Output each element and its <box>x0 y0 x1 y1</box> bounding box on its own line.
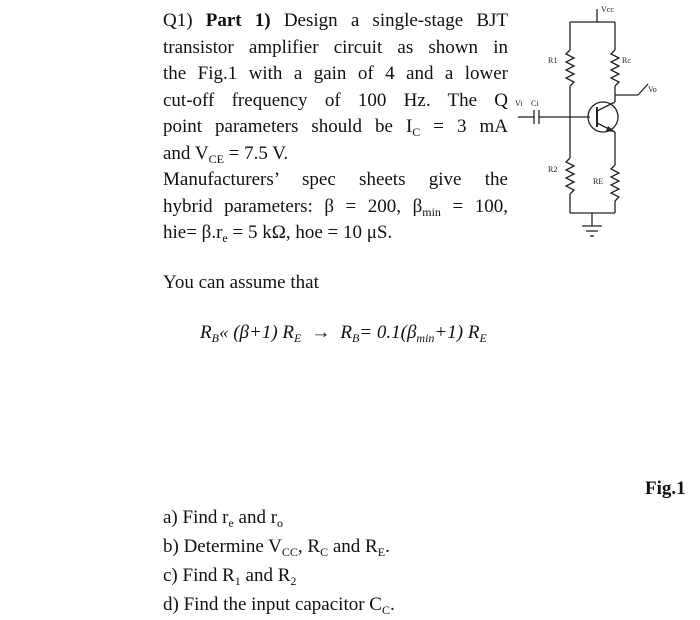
part-label: Part 1) <box>205 10 271 31</box>
statement-line-2: transistor amplifier circuit as shown in <box>163 36 508 58</box>
rc-resistor <box>611 50 619 86</box>
figure-caption: Fig.1 <box>645 478 686 499</box>
statement-line-8: hybrid parameters: β = 200, $\beta_{min} = 100$, <box>163 195 508 219</box>
vcc-rail <box>570 22 615 50</box>
statement-line-4: cut-off frequency of 100 Hz. The Q <box>163 89 508 111</box>
statement-line-5: point parameters should be $I_C = 3$ mA <box>163 116 508 139</box>
statement-line-1: Q1) Part 1) Design a single-stage BJT <box>163 10 509 31</box>
assumption-text: You can assume that <box>163 272 319 293</box>
arrow-symbol: → <box>311 322 331 343</box>
vcc-label: Vcc <box>601 5 614 14</box>
vi-label: Vi <box>515 99 523 108</box>
vo-label: Vo <box>648 85 657 94</box>
question-b: b) Determine $V_{CC}$, $R_C$ and $R_E$. <box>163 536 390 559</box>
question-c: c) Find $R_1$ and $R_2$ <box>163 565 297 588</box>
question-a: a) Find $r_e$ and $r_o$ <box>163 507 284 530</box>
r2-label: R2 <box>548 165 558 174</box>
statement-line-7: Manufacturers’ spec sheets give the <box>163 169 508 190</box>
vo-terminal <box>638 84 648 95</box>
bjt-transistor <box>588 102 618 132</box>
question-number: Q1) <box>163 10 193 31</box>
statement-line-9: $hie= \beta.r_e = 5$ kΩ, hoe = 10 μS. <box>163 222 393 245</box>
rc-label: Rc <box>622 56 631 65</box>
bjt-collector <box>597 102 615 111</box>
r1-label: R1 <box>548 56 558 65</box>
re-label: RE <box>593 177 604 186</box>
r1-resistor <box>566 50 574 86</box>
statement-line-3: the Fig.1 with a gain of 4 and a lower <box>163 63 508 84</box>
assumption-equation: $R_B«$ (β+1) $R_E \to R_B= 0.1(\beta_{min}+1)$ $R_E$ <box>200 322 487 345</box>
r2-resistor <box>566 158 574 194</box>
ci-label: Ci <box>531 99 539 108</box>
re-resistor <box>611 165 619 201</box>
question-d: d) Find the input capacitor $C_C$. <box>163 594 395 617</box>
statement-line-6: and $V_{CE} = 7.5$ V. <box>163 142 289 166</box>
